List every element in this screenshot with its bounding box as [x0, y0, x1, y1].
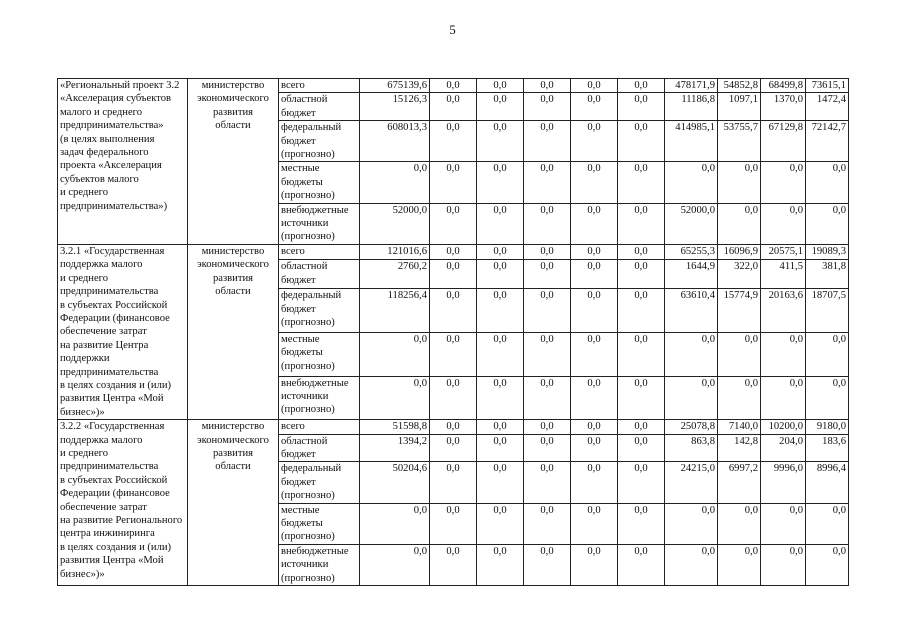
amount-cell: 0,0 [618, 434, 665, 462]
amount-cell: 0,0 [571, 162, 618, 203]
amount-cell: 20575,1 [761, 244, 806, 259]
amount-cell: 0,0 [618, 462, 665, 503]
amount-cell: 0,0 [477, 121, 524, 162]
amount-cell: 0,0 [524, 93, 571, 121]
amount-cell: 0,0 [618, 503, 665, 544]
amount-cell: 19089,3 [806, 244, 849, 259]
funding-source: федеральный бюджет (прогнозно) [279, 289, 360, 333]
amount-cell: 0,0 [761, 162, 806, 203]
amount-cell: 0,0 [524, 420, 571, 434]
funding-source: областной бюджет [279, 434, 360, 462]
amount-cell: 20163,6 [761, 289, 806, 333]
amount-cell: 0,0 [761, 544, 806, 585]
amount-cell: 121016,6 [360, 244, 430, 259]
amount-cell: 0,0 [524, 503, 571, 544]
funding-source: всего [279, 79, 360, 93]
amount-cell: 7140,0 [718, 420, 761, 434]
amount-cell: 0,0 [360, 376, 430, 420]
amount-cell: 0,0 [618, 162, 665, 203]
amount-cell: 118256,4 [360, 289, 430, 333]
amount-cell: 0,0 [524, 462, 571, 503]
amount-cell: 381,8 [806, 260, 849, 289]
amount-cell: 0,0 [718, 162, 761, 203]
amount-cell: 0,0 [618, 203, 665, 244]
amount-cell: 0,0 [665, 376, 718, 420]
amount-cell: 0,0 [571, 544, 618, 585]
amount-cell: 72142,7 [806, 121, 849, 162]
amount-cell: 0,0 [571, 420, 618, 434]
amount-cell: 11186,8 [665, 93, 718, 121]
amount-cell: 0,0 [430, 79, 477, 93]
amount-cell: 53755,7 [718, 121, 761, 162]
funding-source: всего [279, 244, 360, 259]
amount-cell: 0,0 [430, 260, 477, 289]
amount-cell: 52000,0 [360, 203, 430, 244]
amount-cell: 18707,5 [806, 289, 849, 333]
amount-cell: 0,0 [360, 162, 430, 203]
amount-cell: 0,0 [571, 260, 618, 289]
amount-cell: 0,0 [430, 162, 477, 203]
funding-source: местные бюджеты (прогнозно) [279, 503, 360, 544]
funding-source: внебюджетные источники (прогнозно) [279, 376, 360, 420]
amount-cell: 0,0 [571, 434, 618, 462]
measure-name: 3.2.1 «Государственная поддержка малого и среднего предпринимательства в субъектах Российской Федерации (финансовое обеспечение затрат на развитие Центра поддержки предпринимательства в целях создания и (или) развития Центра «Мой бизнес»)» [58, 244, 188, 419]
amount-cell: 0,0 [430, 503, 477, 544]
amount-cell: 0,0 [618, 244, 665, 259]
amount-cell: 0,0 [524, 162, 571, 203]
amount-cell: 0,0 [718, 544, 761, 585]
amount-cell: 0,0 [360, 333, 430, 377]
amount-cell: 0,0 [571, 376, 618, 420]
amount-cell: 0,0 [618, 420, 665, 434]
amount-cell: 608013,3 [360, 121, 430, 162]
amount-cell: 478171,9 [665, 79, 718, 93]
responsible-executor: министерство экономического развития области [188, 79, 279, 245]
funding-source: областной бюджет [279, 260, 360, 289]
amount-cell: 0,0 [618, 333, 665, 377]
amount-cell: 0,0 [618, 260, 665, 289]
amount-cell: 0,0 [665, 333, 718, 377]
amount-cell: 0,0 [571, 289, 618, 333]
funding-source: внебюджетные источники (прогнозно) [279, 544, 360, 585]
amount-cell: 0,0 [618, 93, 665, 121]
budget-table-body [58, 79, 849, 586]
amount-cell: 0,0 [360, 544, 430, 585]
amount-cell: 0,0 [524, 203, 571, 244]
funding-source: областной бюджет [279, 93, 360, 121]
amount-cell: 0,0 [665, 544, 718, 585]
amount-cell: 0,0 [477, 420, 524, 434]
measure-name: 3.2.2 «Государственная поддержка малого и среднего предпринимательства в субъектах Российской Федерации (финансовое обеспечение затрат на развитие Регионального центра инжиниринга в целях создания и (или) развития Центра «Мой бизнес»)» [58, 420, 188, 586]
amount-cell: 0,0 [524, 376, 571, 420]
amount-cell: 0,0 [571, 203, 618, 244]
amount-cell: 0,0 [618, 121, 665, 162]
amount-cell: 0,0 [524, 79, 571, 93]
amount-cell: 863,8 [665, 434, 718, 462]
amount-cell: 16096,9 [718, 244, 761, 259]
amount-cell: 0,0 [571, 93, 618, 121]
amount-cell: 0,0 [524, 434, 571, 462]
amount-cell: 1097,1 [718, 93, 761, 121]
amount-cell: 0,0 [761, 503, 806, 544]
amount-cell: 24215,0 [665, 462, 718, 503]
responsible-executor: министерство экономического развития области [188, 420, 279, 586]
amount-cell: 63610,4 [665, 289, 718, 333]
amount-cell: 0,0 [571, 79, 618, 93]
amount-cell: 0,0 [477, 162, 524, 203]
responsible-executor: министерство экономического развития области [188, 244, 279, 419]
amount-cell: 0,0 [477, 333, 524, 377]
amount-cell: 0,0 [477, 244, 524, 259]
amount-cell: 0,0 [665, 162, 718, 203]
amount-cell: 0,0 [477, 79, 524, 93]
amount-cell: 0,0 [571, 244, 618, 259]
amount-cell: 1370,0 [761, 93, 806, 121]
amount-cell: 0,0 [430, 462, 477, 503]
amount-cell: 0,0 [806, 503, 849, 544]
amount-cell: 67129,8 [761, 121, 806, 162]
amount-cell: 0,0 [806, 162, 849, 203]
measure-name: «Региональный проект 3.2 «Акселерация субъектов малого и среднего предпринимательства» (в целях выполнения задач федерального проекта «Акселерация субъектов малого и среднего предпринимательства») [58, 79, 188, 245]
amount-cell: 0,0 [571, 462, 618, 503]
funding-source: местные бюджеты (прогнозно) [279, 333, 360, 377]
amount-cell: 0,0 [618, 376, 665, 420]
amount-cell: 183,6 [806, 434, 849, 462]
amount-cell: 1472,4 [806, 93, 849, 121]
amount-cell: 411,5 [761, 260, 806, 289]
amount-cell: 6997,2 [718, 462, 761, 503]
budget-table [57, 78, 849, 586]
amount-cell: 0,0 [571, 333, 618, 377]
amount-cell: 0,0 [430, 93, 477, 121]
amount-cell: 25078,8 [665, 420, 718, 434]
amount-cell: 0,0 [360, 503, 430, 544]
amount-cell: 0,0 [430, 434, 477, 462]
amount-cell: 204,0 [761, 434, 806, 462]
amount-cell: 0,0 [761, 376, 806, 420]
amount-cell: 0,0 [618, 289, 665, 333]
amount-cell: 0,0 [477, 289, 524, 333]
amount-cell: 0,0 [430, 376, 477, 420]
amount-cell: 0,0 [477, 503, 524, 544]
amount-cell: 0,0 [806, 376, 849, 420]
amount-cell: 0,0 [806, 203, 849, 244]
amount-cell: 73615,1 [806, 79, 849, 93]
amount-cell: 0,0 [477, 376, 524, 420]
amount-cell: 15774,9 [718, 289, 761, 333]
amount-cell: 50204,6 [360, 462, 430, 503]
funding-source: федеральный бюджет (прогнозно) [279, 462, 360, 503]
amount-cell: 68499,8 [761, 79, 806, 93]
amount-cell: 0,0 [430, 244, 477, 259]
table-row [58, 244, 849, 259]
amount-cell: 0,0 [477, 203, 524, 244]
amount-cell: 9996,0 [761, 462, 806, 503]
amount-cell: 0,0 [524, 289, 571, 333]
amount-cell: 0,0 [571, 121, 618, 162]
amount-cell: 0,0 [524, 244, 571, 259]
amount-cell: 2760,2 [360, 260, 430, 289]
amount-cell: 0,0 [430, 544, 477, 585]
amount-cell: 0,0 [618, 79, 665, 93]
page-number: 5 [449, 22, 456, 37]
amount-cell: 414985,1 [665, 121, 718, 162]
amount-cell: 0,0 [477, 260, 524, 289]
amount-cell: 0,0 [618, 544, 665, 585]
amount-cell: 51598,8 [360, 420, 430, 434]
amount-cell: 0,0 [477, 434, 524, 462]
funding-source: местные бюджеты (прогнозно) [279, 162, 360, 203]
amount-cell: 0,0 [524, 333, 571, 377]
amount-cell: 0,0 [524, 121, 571, 162]
amount-cell: 0,0 [718, 333, 761, 377]
amount-cell: 142,8 [718, 434, 761, 462]
amount-cell: 0,0 [806, 544, 849, 585]
amount-cell: 0,0 [718, 376, 761, 420]
amount-cell: 0,0 [665, 503, 718, 544]
amount-cell: 10200,0 [761, 420, 806, 434]
amount-cell: 1644,9 [665, 260, 718, 289]
table-row [58, 420, 849, 434]
amount-cell: 0,0 [524, 260, 571, 289]
amount-cell: 675139,6 [360, 79, 430, 93]
amount-cell: 0,0 [477, 462, 524, 503]
amount-cell: 0,0 [430, 289, 477, 333]
amount-cell: 0,0 [718, 203, 761, 244]
amount-cell: 0,0 [571, 503, 618, 544]
amount-cell: 0,0 [477, 93, 524, 121]
amount-cell: 0,0 [430, 333, 477, 377]
amount-cell: 0,0 [806, 333, 849, 377]
amount-cell: 0,0 [477, 544, 524, 585]
amount-cell: 0,0 [430, 420, 477, 434]
amount-cell: 322,0 [718, 260, 761, 289]
amount-cell: 1394,2 [360, 434, 430, 462]
amount-cell: 52000,0 [665, 203, 718, 244]
amount-cell: 0,0 [761, 333, 806, 377]
amount-cell: 54852,8 [718, 79, 761, 93]
amount-cell: 0,0 [761, 203, 806, 244]
amount-cell: 0,0 [430, 121, 477, 162]
funding-source: всего [279, 420, 360, 434]
funding-source: внебюджетные источники (прогнозно) [279, 203, 360, 244]
amount-cell: 0,0 [430, 203, 477, 244]
table-row [58, 79, 849, 93]
amount-cell: 0,0 [524, 544, 571, 585]
amount-cell: 65255,3 [665, 244, 718, 259]
amount-cell: 0,0 [718, 503, 761, 544]
amount-cell: 8996,4 [806, 462, 849, 503]
amount-cell: 9180,0 [806, 420, 849, 434]
funding-source: федеральный бюджет (прогнозно) [279, 121, 360, 162]
amount-cell: 15126,3 [360, 93, 430, 121]
